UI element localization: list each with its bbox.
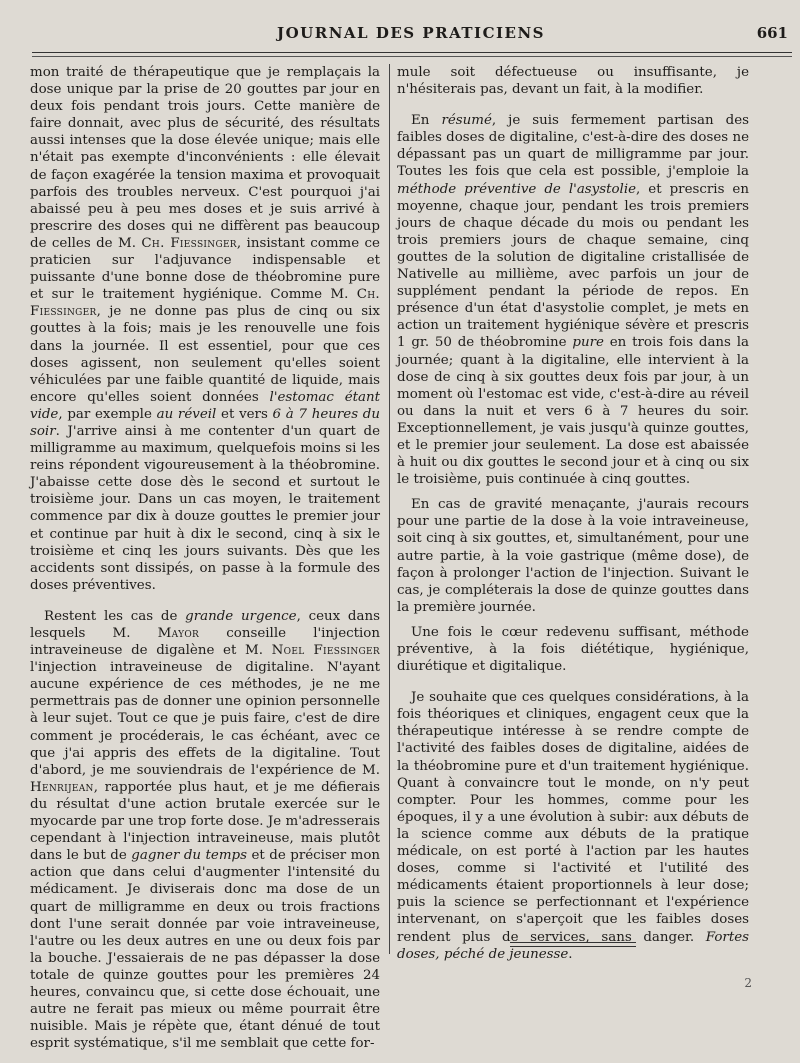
paragraph-gap: [397, 488, 749, 496]
emphasis-text: gagner du temps: [131, 848, 247, 864]
text-run: . J'arrive ainsi à me contenter d'un quart de milligramme au maximum, quelquefois moins si les reins répondent vigoureusement à la théobromine. J'abaisse cette dose dès le second et surtout le troisième jour. Dans un cas moyen, le traitement commence par dix à douze gouttes le premier jour et continue par huit à dix le second, cinq à six le troisième et cinq les jours suivants. Dès que les accidents sont dissipés, on passe à la formule des doses préventives.: [30, 423, 380, 593]
text-run: , rapportée plus haut, et je me défierais du résultat d'une action brutale exercée sur le myocarde par une trop forte dose. Je m'adresserais cependant à l'injection intraveineuse, mais plutôt dans le but de: [30, 779, 380, 864]
text-run: conseille l'injection intraveineuse de digalène et M.: [30, 626, 380, 659]
text-run: En cas de gravité menaçante, j'aurais recours pour une partie de la dose à la voie intraveineuse, soit cinq à six gouttes, et, simultanément, pour une autre partie, à la voie gastrique (même dose), de façon à prolonger l'action de l'injection. Suivant le cas, je compléterais la dose de quinze gouttes dans la première journée.: [397, 497, 749, 615]
text-run: mule soit défectueuse ou insuffisante, je n'hésiterais pas, devant un fait, à la modifier.: [397, 65, 749, 98]
author-name: Ch. Fiessinger: [141, 235, 237, 251]
emphasis-text: résumé: [441, 113, 492, 129]
column-separator: [389, 64, 390, 954]
emphasis-text: l'estomac étant vide: [30, 389, 381, 422]
paragraph: [30, 64, 380, 594]
emphasis-text: méthode préventive de l'asystolie: [397, 181, 637, 197]
emphasis-text: 6 à 7 heures du soir: [30, 406, 380, 439]
paragraph: [397, 624, 749, 675]
header-rule: [32, 52, 792, 53]
right-column: [397, 64, 749, 963]
author-name: Ch. Fiessinger: [30, 287, 380, 320]
text-run: , par exemple: [58, 406, 157, 422]
journal-title: JOURNAL DES PRATICIENS: [277, 24, 545, 42]
running-header: [30, 22, 792, 46]
paragraph: [397, 64, 749, 98]
text-run: Restent les cas de: [44, 608, 186, 624]
author-name: Noel Fiessinger: [271, 643, 380, 659]
emphasis-text: grande urgence: [185, 608, 297, 624]
footer-mark: 2: [744, 976, 752, 990]
text-run: l'injection intraveineuse de digitaline. N'ayant aucune expérience de ces méthodes, je ne me permettrais pas de donner une opinion personnelle à leur sujet. Tout ce que je puis faire, c'est de dire comment je procéderais, le cas échéant, avec ce que j'ai appris des effets de la digitaline. Tout d'abord, je me souviendrais de l'expérience de M.: [30, 660, 380, 778]
text-run: .: [568, 946, 573, 962]
text-run: , et prescris en moyenne, chaque jour, pendant les trois premiers jours de chaque décade du mois ou pendant les trois premiers jours de chaque semaine, cinq gouttes de la solution de digitaline cristallisée de Nativelle au millième, avec parfois un jour de supplément pendant la période de repos. En présence d'un état d'asystolie complet, je mets en action un traitement hygiénique sévère et prescris 1 gr. 50 de théobromine: [397, 181, 749, 351]
emphasis-text: pure: [572, 335, 604, 351]
paragraph: [397, 112, 749, 488]
emphasis-text: Fortes doses, péché de jeunesse: [397, 929, 749, 962]
paragraph: [397, 689, 749, 963]
paragraph: [30, 608, 380, 1052]
text-run: , insistant comme ce praticien sur l'adjuvance indispensable et puissante d'une bonne dose de théobromine pure et sur le traitement hygiénique. Comme M.: [30, 235, 380, 303]
author-name: Henrijean: [30, 779, 94, 795]
paragraph: [397, 496, 749, 616]
end-rule: [510, 942, 636, 943]
text-run: Une fois le cœur redevenu suffisant, méthode préventive, à la fois diététique, hygiénique, diurétique et digitalique.: [397, 624, 749, 675]
paragraph-gap: [397, 616, 749, 624]
text-run: mon traité de thérapeutique que je remplaçais la dose unique par la prise de 20 gouttes par jour en deux fois pendant trois jours. Cette manière de faire donnait, avec plus de sécurité, des résultats aussi intenses que la dose élevée unique; mais elle n'était pas exempte d'inconvénients : elle élevait de façon exagérée la tension maxima et provoquait parfois des troubles nerveux. C'est pourquoi j'ai abaissé peu à peu mes doses et je suis arrivé à prescrire des doses qui ne diffèrent pas beaucoup de celles de M.: [30, 65, 380, 251]
text-run: , je suis fermement partisan des faibles doses de digitaline, c'est-à-dire des doses ne dépassant pas un quart de milligramme par jour. Toutes les fois que cela est possible, j'emploie la: [397, 113, 750, 180]
paragraph-gap: [397, 675, 749, 689]
left-column: [30, 64, 380, 1052]
text-run: en trois fois dans la journée; quant à la digitaline, elle intervient à la dose de cinq à six gouttes deux fois par jour, à un moment où l'estomac est vide, c'est-à-dire au réveil ou dans la nuit et vers 6 à 7 heures du soir. Exceptionnellement, je vais jusqu'à quinze gouttes, et le premier jour seulement. La dose est abaissée à huit ou dix gouttes le second jour et à cinq ou six le troisième, puis continuée à cinq gouttes.: [397, 335, 749, 488]
emphasis-text: au réveil: [156, 406, 217, 422]
text-run: et vers: [216, 406, 273, 422]
page-number: 661: [756, 24, 788, 42]
author-name: Mayor: [157, 626, 200, 641]
text-run: , je ne donne pas plus de cinq ou six gouttes à la fois; mais je les renouvelle une fois dans la journée. Il est essentiel, pour que ces doses agissent, non seulement qu'elles soient véhiculées par une faible quantité de liquide, mais encore qu'elles soient données: [30, 304, 380, 405]
paragraph-gap: [30, 594, 380, 608]
text-run: En: [411, 113, 442, 129]
text-run: et de préciser mon action que dans celui d'augmenter l'intensité du médicament. Je diviserais donc ma dose de un quart de milligramme en deux ou trois fractions dont l'une serait donnée par voie intraveineuse, l'autre ou les deux autres en une ou deux fois par la bouche. J'essaierais de ne pas dépasser la dose totale de quinze gouttes pour les premières 24 heures, convaincu que, si cette dose échouait, une autre ne ferait pas mieux ou même pourrait être nuisible. Mais je répète que, étant dénué de tout esprit systématique, s'il me semblait que cette for-: [30, 848, 381, 1052]
paragraph-gap: [397, 98, 749, 112]
end-rule-thin: [510, 946, 636, 947]
text-run: , ceux dans lesquels M.: [30, 608, 380, 641]
header-rule-thin: [32, 56, 792, 57]
text-run: Je souhaite que ces quelques considérations, à la fois théoriques et cliniques, engagent ceux que la thérapeutique intéresse à se rendre compte de l'activité des faibles doses de digitaline, aidées de la théobromine pure et d'un traitement hygiénique. Quant à convaincre tout le monde, on n'y peut compter. Pour les hommes, comme pour les époques, il y a une évolution à subir: aux débuts de la science comme aux débuts de la pratique médicale, on est porté à l'action par les hautes doses, comme si l'activité et l'utilité des médicaments étaient proportionnels à leur dose; puis la science se perfectionnant et l'expérience intervenant, on s'aperçoit que les faibles doses rendent plus de services, sans danger.: [397, 690, 749, 945]
